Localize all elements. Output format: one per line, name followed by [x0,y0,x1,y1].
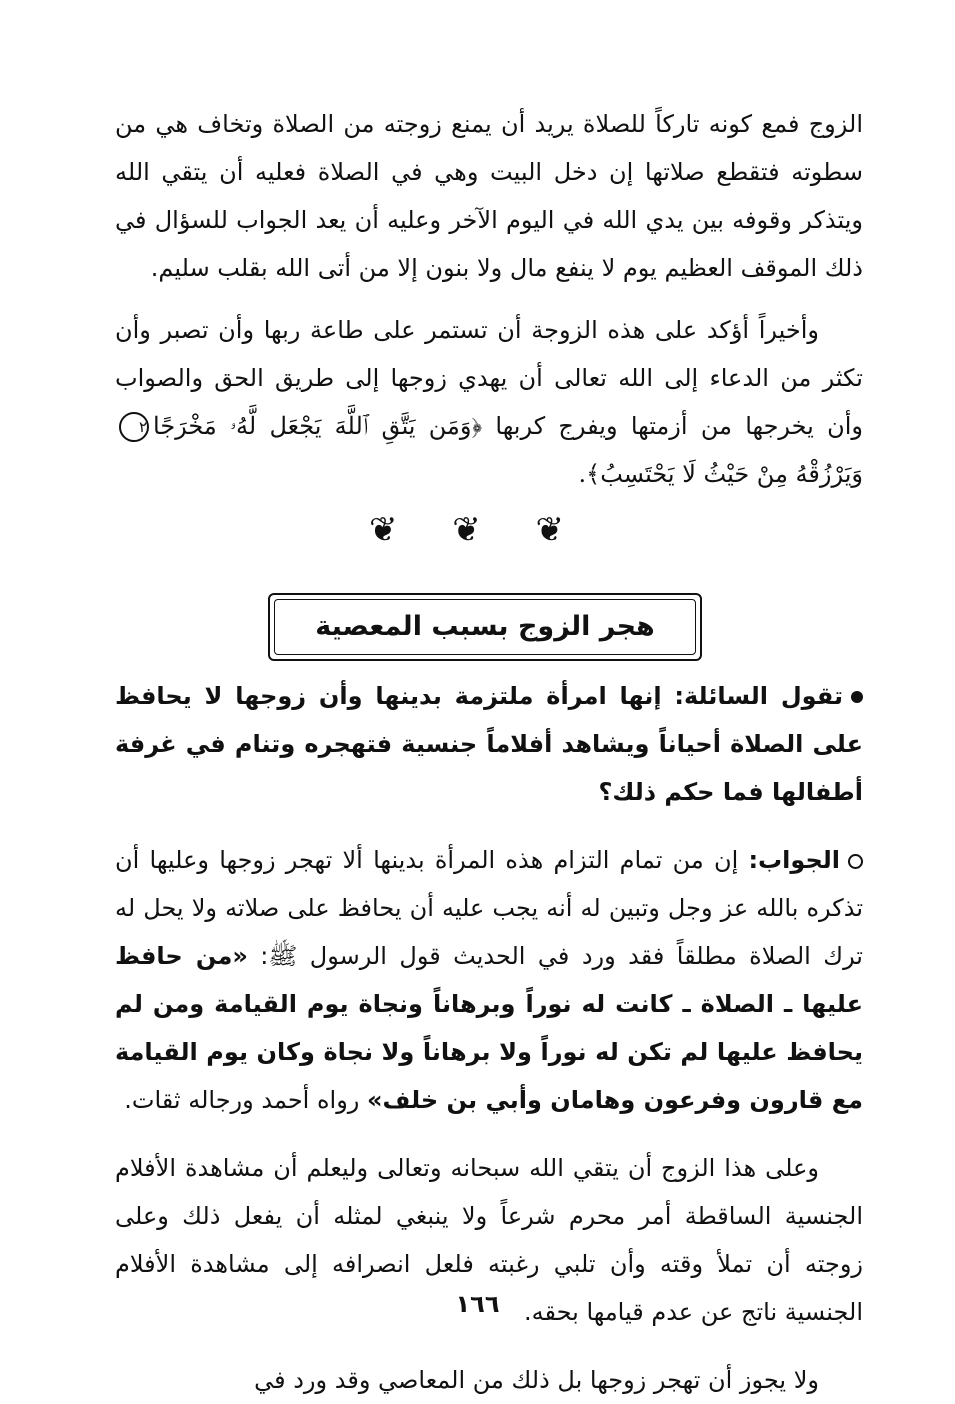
answer-paragraph [115,836,863,1124]
hadith-text: «من حافظ عليها ـ الصلاة ـ كانت له نوراً وبرهاناً ونجاة يوم القيامة ومن لم يحافظ عليها لم تكن له نوراً ولا برهاناً ولا نجاة وكان يوم القيامة مع قارون وفرعون وهامان وأبي بن خلف» [115,942,863,1114]
answer-text: إن من تمام التزام هذه المرأة بدينها ألا تهجر زوجها وعليها أن تذكره بالله عز وجل وتبين له أنه يجب عليه أن يحافظ على صلاته ولا يحل له ترك الصلاة مطلقاً فقد ورد في الحديث قول الرسول ﷺ: [115,846,863,970]
paragraph-5: ولا يجوز أن تهجر زوجها بل ذلك من المعاصي وقد ورد في [254,1366,819,1394]
question-paragraph [115,672,863,816]
ayah-number-badge: ٢ [119,412,149,442]
quran-verse-part-1: ﴿وَمَن يَتَّقِ ٱللَّهَ يَجْعَل لَّهُۥ مَخْرَجًا [153,412,483,440]
paragraph-2 [115,306,863,498]
question-text: تقول السائلة: إنها امرأة ملتزمة بدينها وأن زوجها لا يحافظ على الصلاة أحياناً ويشاهد أفلاماً جنسية فتهجره وتنام في غرفة أطفالها فما حكم ذلك؟ [115,682,863,806]
page-number: ١٦٦ [455,1290,500,1318]
paragraph-4: وعلى هذا الزوج أن يتقي الله سبحانه وتعالى وليعلم أن مشاهدة الأفلام الجنسية الساقطة أمر محرم شرعاً ولا ينبغي لمثله أن يفعل ذلك وعلى زوجته أن تملأ وقته وأن تلبي رغبته فلعل انصرافه إلى مشاهدة الأفلام الجنسية ناتج عن عدم قيامها بحقه. [115,1154,863,1326]
section-divider-ornament: ❦ ❦ ❦ [368,510,587,550]
paragraph-1: الزوج فمع كونه تاركاً للصلاة يريد أن يمنع زوجته من الصلاة وتخاف هي من سطوته فتقطع صلاتها إن دخل البيت وهي في الصلاة فعليه أن يتقي الله ويتذكر وقوفه بين يدي الله في اليوم الآخر وعليه أن يعد الجواب للسؤال في ذلك الموقف العظيم يوم لا ينفع مال ولا بنون إلا من أتى الله بقلب سليم. [115,110,863,282]
section-title: هجر الزوج بسبب المعصية [315,611,655,642]
hadith-source: رواه أحمد ورجاله ثقات. [124,1086,360,1114]
answer-label: الجواب: [748,846,840,874]
section-title-frame [268,593,702,661]
filled-bullet-icon [851,691,863,703]
quran-verse-part-2: وَيَرْزُقْهُ مِنْ حَيْثُ لَا يَحْتَسِبُ﴾. [578,460,863,488]
open-bullet-icon [848,854,863,869]
text-block-top [115,100,863,498]
paragraph-2-text: وأخيراً أؤكد على هذه الزوجة أن تستمر على طاعة ربها وأن تصبر وأن تكثر من الدعاء إلى الله تعالى أن يهدي زوجها إلى طريق الحق والصواب وأن يخرجها من أزمتها ويفرج كربها [115,316,863,440]
